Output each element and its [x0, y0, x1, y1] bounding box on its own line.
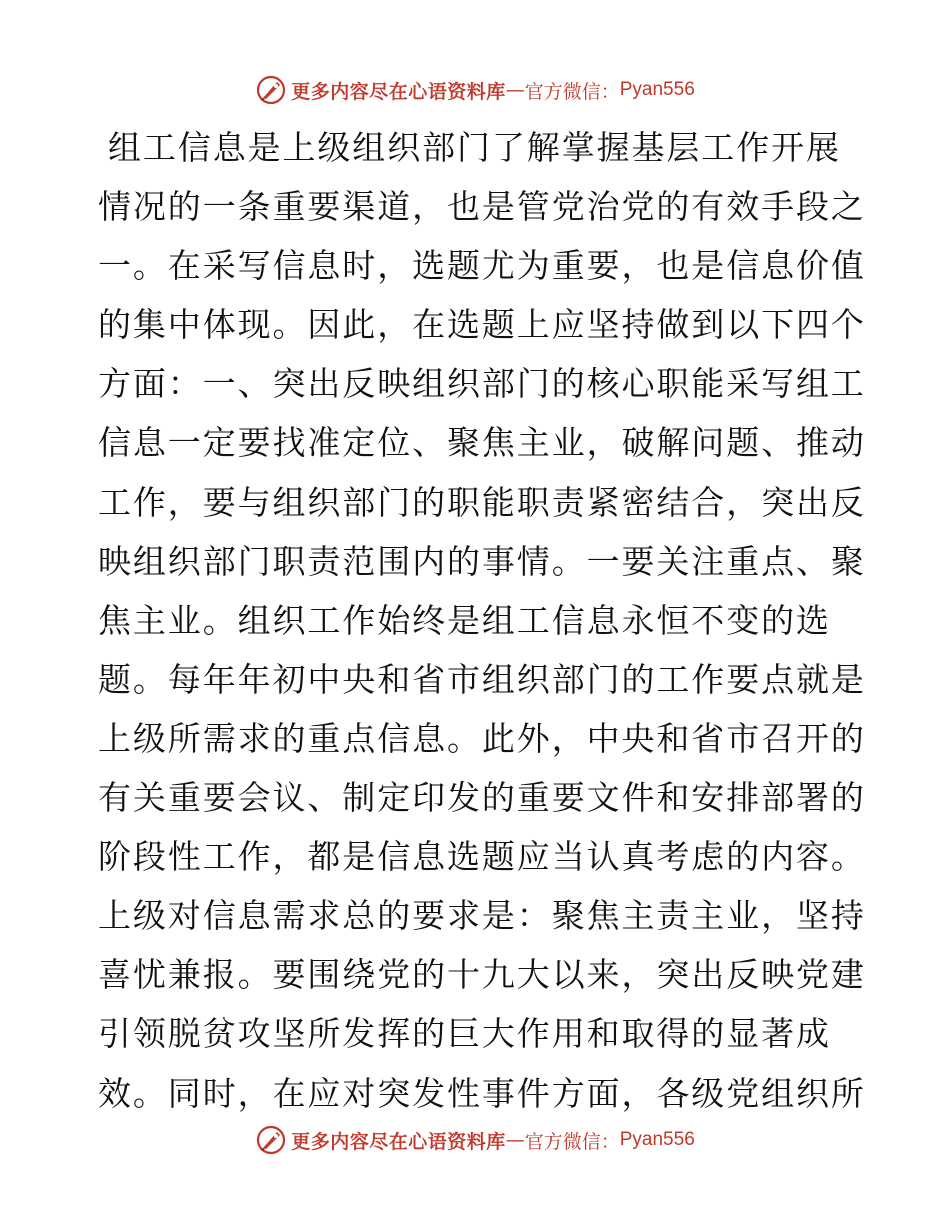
watermark-site-name: 更多内容尽在心语资料库 [291, 80, 506, 103]
body-line: 题。每年年初中央和省市组织部门的工作要点就是 [98, 659, 866, 699]
watermark-wechat-label: 官方微信： [524, 80, 620, 103]
body-line: 上级对信息需求总的要求是：聚焦主责主业，坚持 [98, 896, 866, 936]
body-line: 信息一定要找准定位、聚焦主业，破解问题、推动 [98, 423, 866, 463]
watermark-separator: — [505, 79, 525, 101]
document-body [98, 118, 866, 1123]
body-line: 组工信息是上级组织部门了解掌握基层工作开展 [108, 128, 841, 167]
body-line: 的集中体现。因此，在选题上应坚持做到以下四个 [98, 305, 866, 345]
header-watermark [0, 70, 950, 110]
body-line: 阶段性工作，都是信息选题应当认真考虑的内容。 [98, 837, 866, 877]
footer-watermark [0, 1120, 950, 1160]
body-line: 映组织部门职责范围内的事情。一要关注重点、聚 [98, 541, 866, 581]
body-line: 焦主业。组织工作始终是组工信息永恒不变的选 [98, 600, 831, 640]
watermark-wechat-handle: Pyan556 [619, 1129, 695, 1150]
body-line: 方面：一、突出反映组织部门的核心职能采写组工 [98, 364, 866, 404]
quill-logo-icon [255, 1124, 287, 1156]
body-line: 一。在采写信息时，选题尤为重要，也是信息价值 [98, 246, 866, 286]
watermark-wechat-handle: Pyan556 [619, 79, 695, 100]
quill-logo-icon [255, 74, 287, 106]
body-line: 喜忧兼报。要围绕党的十九大以来，突出反映党建 [98, 955, 866, 995]
body-line: 效。同时，在应对突发性事件方面，各级党组织所 [98, 1073, 866, 1113]
body-line: 引领脱贫攻坚所发挥的巨大作用和取得的显著成 [98, 1014, 831, 1054]
body-line: 情况的一条重要渠道，也是管党治党的有效手段之 [98, 187, 866, 227]
watermark-wechat-label: 官方微信： [524, 1130, 620, 1153]
body-line: 工作，要与组织部门的职能职责紧密结合，突出反 [98, 482, 866, 522]
watermark-separator: — [505, 1129, 525, 1151]
body-line: 有关重要会议、制定印发的重要文件和安排部署的 [98, 778, 866, 818]
body-line: 上级所需求的重点信息。此外，中央和省市召开的 [98, 718, 866, 758]
watermark-site-name: 更多内容尽在心语资料库 [291, 1130, 506, 1153]
